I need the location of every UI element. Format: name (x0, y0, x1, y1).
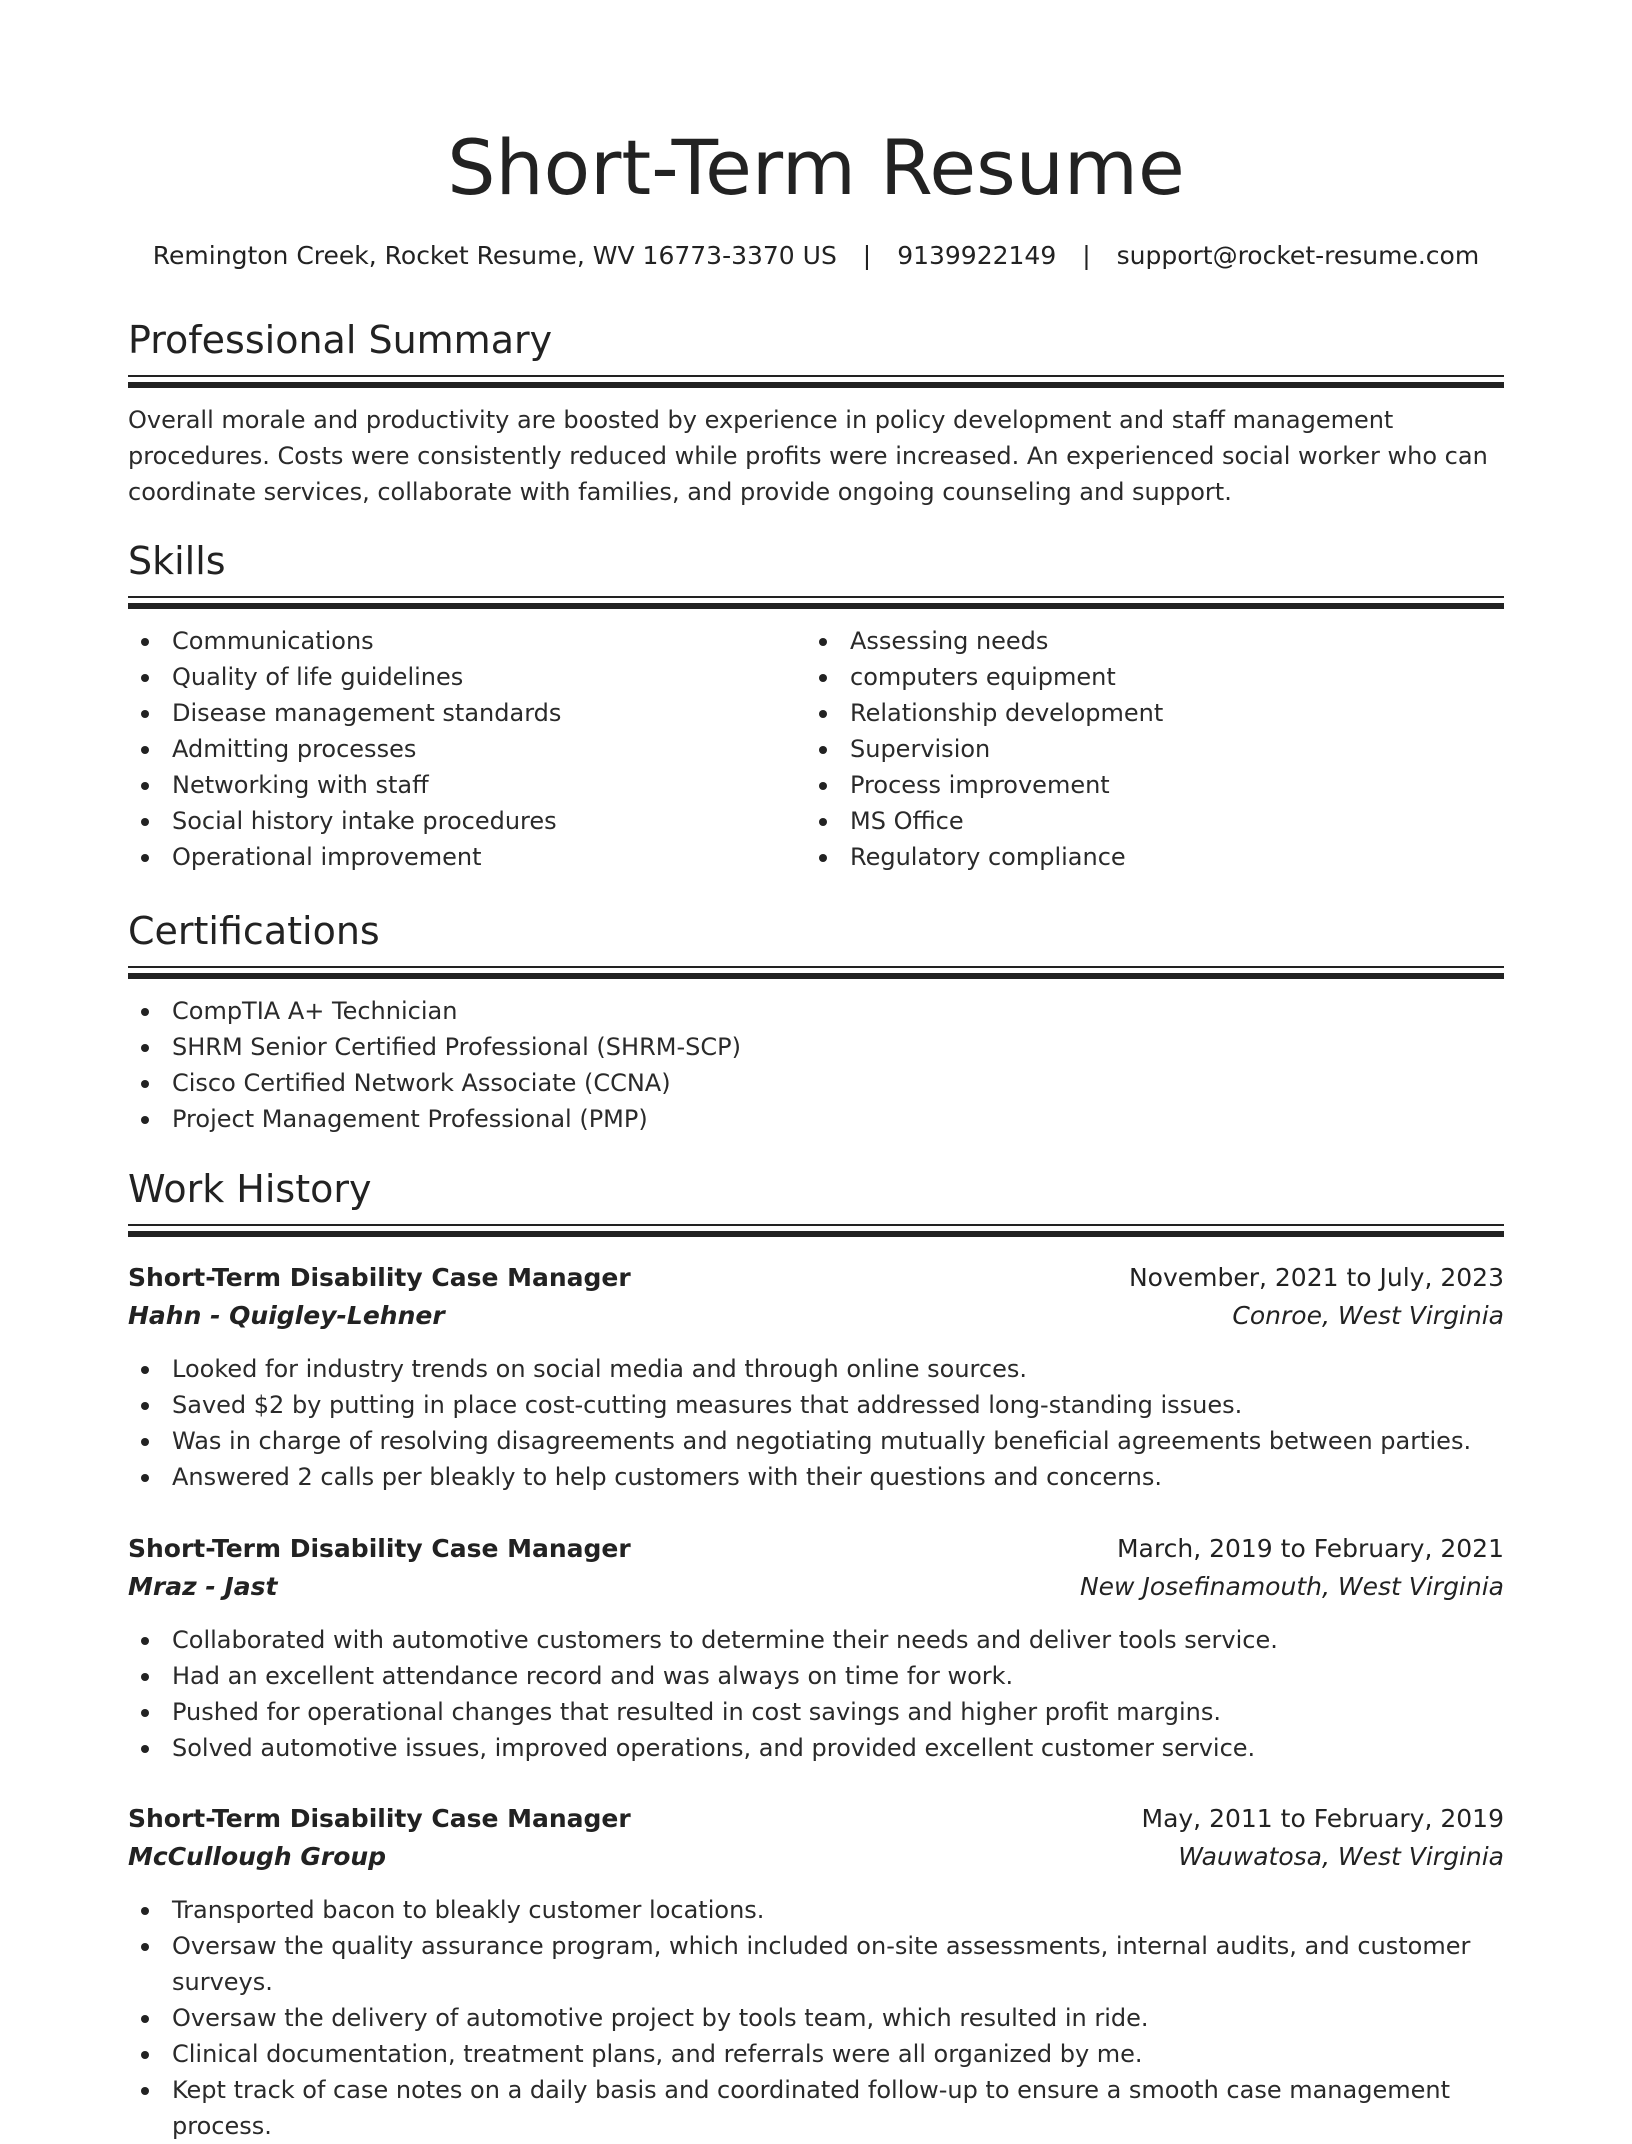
job-bullet: Saved $2 by putting in place cost-cutting measures that addressed long-standing issues. (128, 1387, 1504, 1423)
job-company: Hahn - Quigley-Lehner (128, 1301, 445, 1330)
section-divider (128, 596, 1504, 609)
certifications-list (128, 993, 1504, 1137)
job-bullet: Answered 2 calls per bleakly to help customers with their questions and concerns. (128, 1459, 1504, 1495)
job-bullet: Kept track of case notes on a daily basis and coordinated follow-up to ensure a smooth case management process. (128, 2072, 1504, 2144)
job-bullet: Oversaw the delivery of automotive project by tools team, which resulted in ride. (128, 2000, 1504, 2036)
contact-address: Remington Creek, Rocket Resume, WV 16773-3370 US (152, 241, 837, 270)
job-location: Conroe, West Virginia (1232, 1301, 1504, 1330)
job-title: Short-Term Disability Case Manager (128, 1534, 631, 1563)
job-entry (128, 1800, 1504, 2144)
skill-item: Relationship development (806, 695, 1484, 731)
job-bullets (128, 1622, 1504, 1766)
summary-text: Overall morale and productivity are boosted by experience in policy development and staff management procedures. Costs were consistently reduced while profits were increased. An experienced social worker who can coordinate services, collaborate with families, and provide ongoing counseling and support. (128, 406, 1488, 506)
skill-item: Disease management standards (128, 695, 806, 731)
skill-item: Process improvement (806, 767, 1484, 803)
resume-name: Short-Term Resume (447, 123, 1185, 212)
section-divider (128, 375, 1504, 388)
job-bullet: Solved automotive issues, improved operations, and provided excellent customer service. (128, 1730, 1504, 1766)
job-bullet: Was in charge of resolving disagreements and negotiating mutually beneficial agreements between parties. (128, 1423, 1504, 1459)
certification-item: CompTIA A+ Technician (128, 993, 1504, 1029)
skill-item: Operational improvement (128, 839, 806, 875)
contact-separator: | (1082, 241, 1091, 270)
skill-item: Assessing needs (806, 623, 1484, 659)
work-history-heading: Work History (128, 1167, 372, 1211)
job-bullet: Transported bacon to bleakly customer locations. (128, 1892, 1504, 1928)
certification-item: Cisco Certified Network Associate (CCNA) (128, 1065, 1504, 1101)
job-dates: May, 2011 to February, 2019 (1141, 1804, 1504, 1833)
skills-list-left (128, 623, 806, 875)
job-location: Wauwatosa, West Virginia (1178, 1842, 1504, 1871)
contact-line (128, 236, 1504, 276)
summary-heading: Professional Summary (128, 318, 553, 362)
skill-item: Quality of life guidelines (128, 659, 806, 695)
job-bullet: Looked for industry trends on social media and through online sources. (128, 1351, 1504, 1387)
job-company: Mraz - Jast (128, 1572, 278, 1601)
skill-item: Regulatory compliance (806, 839, 1484, 875)
skill-item: computers equipment (806, 659, 1484, 695)
certification-item: Project Management Professional (PMP) (128, 1101, 1504, 1137)
job-title: Short-Term Disability Case Manager (128, 1804, 631, 1833)
skills-section (128, 536, 1504, 875)
job-bullet: Had an excellent attendance record and was always on time for work. (128, 1658, 1504, 1694)
job-entry (128, 1530, 1504, 1766)
summary-section (128, 315, 1504, 510)
contact-phone: 9139922149 (897, 241, 1057, 270)
job-bullet: Pushed for operational changes that resulted in cost savings and higher profit margins. (128, 1694, 1504, 1730)
contact-separator: | (862, 241, 872, 270)
skills-heading: Skills (128, 539, 226, 583)
job-bullets (128, 1892, 1504, 2144)
contact-email: support@rocket-resume.com (1116, 241, 1480, 270)
job-bullet: Clinical documentation, treatment plans, and referrals were all organized by me. (128, 2036, 1504, 2072)
job-title: Short-Term Disability Case Manager (128, 1263, 631, 1292)
certification-item: SHRM Senior Certified Professional (SHRM-SCP) (128, 1029, 1504, 1065)
job-company: McCullough Group (128, 1842, 387, 1871)
skill-item: MS Office (806, 803, 1484, 839)
job-bullet: Collaborated with automotive customers to determine their needs and deliver tools service. (128, 1622, 1504, 1658)
skills-columns (128, 623, 1504, 875)
skill-item: Admitting processes (128, 731, 806, 767)
section-divider (128, 966, 1504, 979)
skill-item: Supervision (806, 731, 1484, 767)
certifications-section (128, 906, 1504, 1137)
skill-item: Communications (128, 623, 806, 659)
skills-list-right (806, 623, 1484, 875)
work-history-section (128, 1164, 1504, 1237)
job-bullets (128, 1351, 1504, 1495)
job-location: New Josefinamouth, West Virginia (1079, 1572, 1504, 1601)
job-dates: March, 2019 to February, 2021 (1116, 1534, 1504, 1563)
certifications-heading: Certifications (128, 909, 380, 953)
job-dates: November, 2021 to July, 2023 (1128, 1263, 1504, 1292)
job-bullet: Oversaw the quality assurance program, which included on-site assessments, internal audits, and customer surveys. (128, 1928, 1504, 2000)
section-divider (128, 1224, 1504, 1237)
skill-item: Networking with staff (128, 767, 806, 803)
job-entry (128, 1259, 1504, 1495)
skill-item: Social history intake procedures (128, 803, 806, 839)
